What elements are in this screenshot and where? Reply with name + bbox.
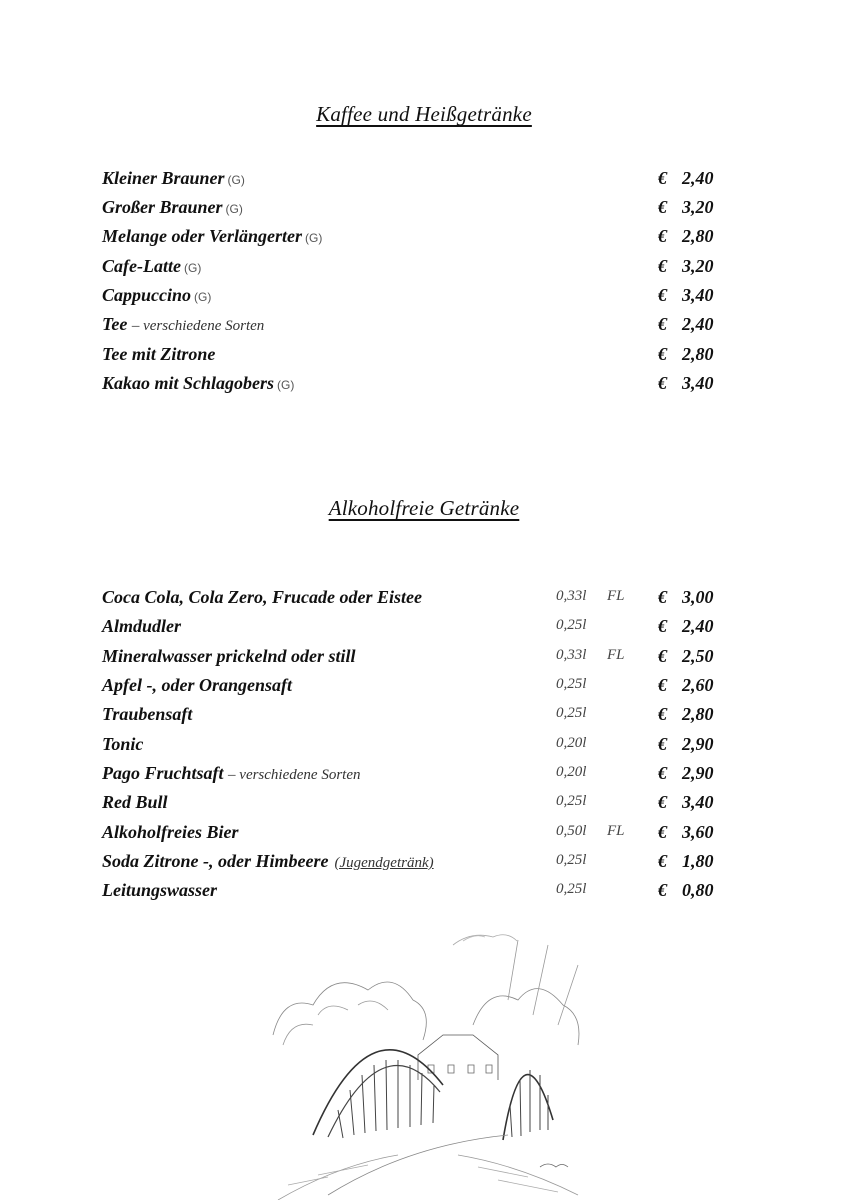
currency-symbol: € — [658, 792, 667, 812]
gluten-mark: (G) — [305, 231, 323, 245]
item-name: Cappuccino — [102, 285, 192, 305]
item-volume: 0,25l — [556, 676, 587, 692]
currency-symbol: € — [658, 197, 667, 217]
list-item — [102, 616, 722, 645]
list-item — [102, 851, 722, 880]
list-item — [102, 792, 722, 821]
currency-symbol: € — [658, 587, 667, 607]
item-price: 2,40 — [682, 616, 714, 636]
item-price: 1,80 — [682, 851, 714, 871]
item-name: Melange oder Verlängerter — [102, 226, 302, 246]
list-item — [102, 314, 722, 343]
currency-symbol: € — [658, 344, 667, 364]
item-name: Soda Zitrone -, oder Himbeere — [102, 851, 329, 871]
item-volume: 0,50l — [556, 823, 587, 839]
list-item — [102, 285, 722, 314]
item-price: 3,20 — [682, 197, 714, 217]
gluten-mark: (G) — [277, 378, 295, 392]
currency-symbol: € — [658, 168, 667, 188]
currency-symbol: € — [658, 880, 667, 900]
item-volume: 0,25l — [556, 617, 587, 633]
item-price: 2,80 — [682, 704, 714, 724]
item-name: Traubensaft — [102, 704, 193, 724]
gluten-mark: (G) — [227, 173, 245, 187]
list-item — [102, 822, 722, 851]
bottle-label: FL — [607, 823, 625, 839]
currency-symbol: € — [658, 616, 667, 636]
item-name: Leitungswasser — [102, 880, 218, 900]
list-item — [102, 675, 722, 704]
item-price: 2,80 — [682, 344, 714, 364]
currency-symbol: € — [658, 314, 667, 334]
list-item — [102, 646, 722, 675]
item-price: 2,60 — [682, 675, 714, 695]
list-item — [102, 763, 722, 792]
currency-symbol: € — [658, 285, 667, 305]
item-name: Mineralwasser prickelnd oder still — [102, 646, 356, 666]
list-item — [102, 168, 722, 197]
item-note: – verschiedene Sorten — [228, 767, 361, 783]
list-item — [102, 226, 722, 255]
item-volume: 0,33l — [556, 647, 587, 663]
item-name: Apfel -, oder Orangensaft — [102, 675, 292, 695]
item-price: 2,50 — [682, 646, 714, 666]
item-volume: 0,20l — [556, 764, 587, 780]
item-name: Cafe-Latte — [102, 256, 181, 276]
item-name: Alkoholfreies Bier — [102, 822, 239, 842]
list-item — [102, 373, 722, 402]
item-price: 3,40 — [682, 792, 714, 812]
item-price: 3,20 — [682, 256, 714, 276]
currency-symbol: € — [658, 763, 667, 783]
list-item — [102, 704, 722, 733]
item-price: 3,60 — [682, 822, 714, 842]
item-name: Tee mit Zitrone — [102, 344, 216, 364]
currency-symbol: € — [658, 734, 667, 754]
list-item — [102, 344, 722, 373]
list-item — [102, 256, 722, 285]
currency-symbol: € — [658, 822, 667, 842]
currency-symbol: € — [658, 704, 667, 724]
list-item — [102, 587, 722, 616]
currency-symbol: € — [658, 226, 667, 246]
item-note: (Jugendgetränk) — [334, 855, 434, 871]
currency-symbol: € — [658, 373, 667, 393]
gluten-mark: (G) — [194, 290, 212, 304]
item-price: 0,80 — [682, 880, 714, 900]
item-price: 2,90 — [682, 763, 714, 783]
list-item — [102, 734, 722, 763]
item-volume: 0,33l — [556, 588, 587, 604]
item-price: 2,40 — [682, 314, 714, 334]
item-price: 2,80 — [682, 226, 714, 246]
item-name: Kleiner Brauner — [102, 168, 225, 188]
soft-drinks-title: Alkoholfreie Getränke — [328, 496, 520, 520]
item-price: 3,40 — [682, 373, 714, 393]
item-price: 3,00 — [682, 587, 714, 607]
item-price: 3,40 — [682, 285, 714, 305]
currency-symbol: € — [658, 675, 667, 695]
bridge-sketch-icon — [258, 905, 606, 1200]
item-price: 2,90 — [682, 734, 714, 754]
item-name: Tonic — [102, 734, 144, 754]
item-name: Tee — [102, 314, 128, 334]
gluten-mark: (G) — [183, 261, 202, 275]
item-volume: 0,25l — [556, 852, 587, 868]
item-name: Red Bull — [102, 792, 168, 812]
item-name: Kakao mit Schlagobers — [102, 373, 275, 393]
item-note: – verschiedene Sorten — [131, 318, 265, 334]
gluten-mark: (G) — [225, 202, 243, 216]
currency-symbol: € — [658, 646, 667, 666]
item-volume: 0,25l — [556, 793, 587, 809]
currency-symbol: € — [658, 851, 667, 871]
item-name: Coca Cola, Cola Zero, Frucade oder Eistee — [102, 587, 422, 607]
bottle-label: FL — [607, 588, 625, 604]
item-volume: 0,25l — [556, 705, 587, 721]
bottle-label: FL — [607, 647, 625, 663]
hot-drinks-title: Kaffee und Heißgetränke — [316, 102, 532, 126]
item-volume: 0,20l — [556, 735, 587, 751]
list-item — [102, 197, 722, 226]
item-name: Pago Fruchtsaft — [102, 763, 224, 783]
item-name: Almdudler — [102, 616, 182, 636]
item-name: Großer Brauner — [102, 197, 223, 217]
item-price: 2,40 — [682, 168, 714, 188]
item-volume: 0,25l — [556, 881, 587, 897]
currency-symbol: € — [658, 256, 667, 276]
